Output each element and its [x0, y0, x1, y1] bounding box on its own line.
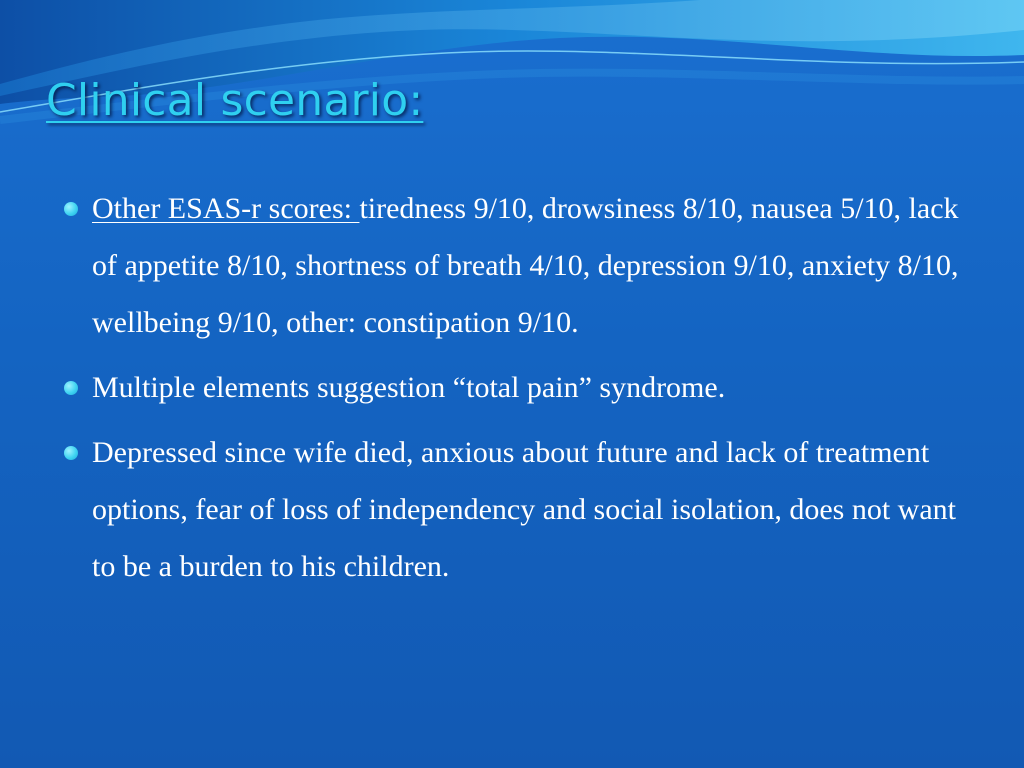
- bullet-text: tiredness 9/10, drowsiness 8/10, nausea 5/10, lack of appetite 8/10, shortness of breath 4/10, depression 9/10, anxiety 8/10, wellbeing 9/10, other: constipation 9/10.: [92, 192, 959, 339]
- bullet-dot-icon: [64, 446, 78, 460]
- bullet-item: [62, 180, 962, 351]
- bullet-text: Multiple elements suggestion “total pain” syndrome.: [92, 371, 726, 404]
- bullet-dot-icon: [64, 381, 78, 395]
- bullet-list: [62, 180, 962, 603]
- bullet-item: [62, 359, 962, 416]
- bullet-text: Depressed since wife died, anxious about future and lack of treatment options, fear of loss of independency and social isolation, does not want to be a burden to his children.: [92, 436, 956, 583]
- bullet-dot-icon: [64, 202, 78, 216]
- slide-title: Clinical scenario:: [46, 75, 424, 126]
- bullet-lead: Other ESAS-r scores:: [92, 192, 360, 225]
- bullet-item: [62, 424, 962, 595]
